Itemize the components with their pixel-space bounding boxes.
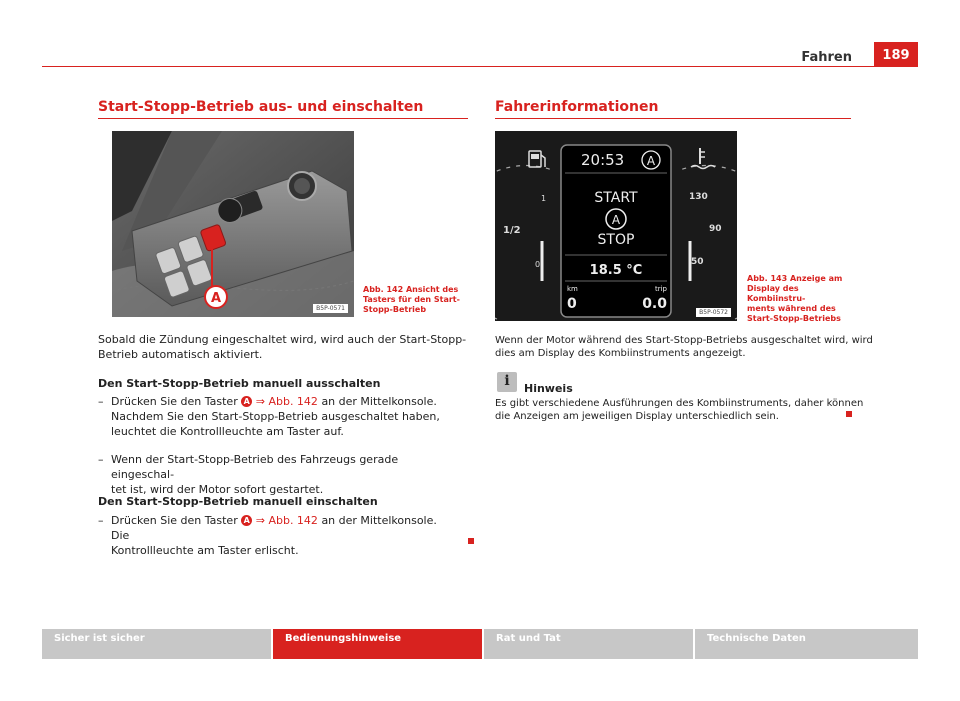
list-item: – Drücken Sie den Taster A ⇒ Abb. 142 an der Mittelkonsole. Die Kontrollleuchte am Taster erlischt.	[98, 514, 437, 557]
figure-callout-a: A	[210, 291, 222, 306]
figure-link[interactable]: ⇒ Abb. 142	[255, 514, 318, 527]
fuel-half-label: 1/2	[503, 225, 521, 236]
section-heading-left: Start-Stopp-Betrieb aus- und einschalten	[98, 99, 424, 115]
temp-130-label: 130	[689, 192, 708, 202]
page-number: 189	[874, 42, 918, 67]
display-km-label: km	[567, 285, 578, 293]
section-ausschalten-heading: Den Start-Stopp-Betrieb manuell ausschalten	[98, 377, 381, 390]
note-text: Es gibt verschiedene Ausführungen des Kombiinstruments, daher können die Anzeigen am jeweiligen Display unterschiedlich sein.	[495, 398, 864, 422]
display-mode-a: A	[646, 154, 656, 168]
display-start-stop-a: A	[611, 213, 621, 227]
list-item: – Drücken Sie den Taster A ⇒ Abb. 142 an der Mittelkonsole. Nachdem Sie den Start-Stopp-Betrieb ausgeschaltet haben, leuchtet die Kontrollleuchte am Taster auf.	[98, 395, 440, 438]
chapter-title: Fahren	[801, 50, 852, 65]
note-title: Hinweis	[524, 382, 573, 395]
section-einschalten-heading: Den Start-Stopp-Betrieb manuell einschalten	[98, 495, 378, 508]
display-time: 20:53	[581, 151, 625, 169]
intro-paragraph: Sobald die Zündung eingeschaltet wird, wird auch der Start-Stopp- Betrieb automatisch aktiviert.	[98, 333, 467, 361]
temp-50-label: 50	[691, 257, 704, 267]
display-start-label: START	[594, 190, 638, 206]
heading-rule-left	[98, 118, 468, 119]
console-buttons-illustration	[112, 131, 354, 317]
figure-143-caption: Abb. 143 Anzeige am Display des Kombiinstru- ments während des Start-Stopp-Betriebs	[747, 274, 843, 323]
footer-tab-rat-und-tat[interactable]: Rat und Tat	[484, 629, 693, 659]
figure-143-photo	[495, 131, 737, 321]
instrument-cluster-illustration	[495, 131, 737, 321]
fuel-full-label: 1	[541, 194, 547, 203]
list-item: – Wenn der Start-Stopp-Betrieb des Fahrzeugs gerade eingeschal- tet ist, wird der Motor sofort gestartet.	[98, 453, 399, 496]
display-stop-label: STOP	[597, 232, 635, 248]
section-end-marker	[846, 411, 852, 417]
badge-a: A	[241, 396, 252, 407]
footer-tab-technische-daten[interactable]: Technische Daten	[695, 629, 918, 659]
figure-link[interactable]: ⇒ Abb. 142	[255, 395, 318, 408]
display-trip-label: trip	[654, 285, 667, 293]
display-trip-value: 0.0	[642, 296, 667, 312]
badge-a: A	[241, 515, 252, 526]
footer-tab-sicher-ist-sicher[interactable]: Sicher ist sicher	[42, 629, 271, 659]
figure-142-code: B5P-0571	[313, 304, 348, 313]
footer-tab-bedienungshinweise[interactable]: Bedienungshinweise	[273, 629, 482, 659]
display-km-value: 0	[567, 296, 577, 312]
section-heading-right: Fahrerinformationen	[495, 99, 659, 115]
temp-90-label: 90	[709, 224, 722, 234]
driver-info-paragraph: Wenn der Motor während des Start-Stopp-Betriebs ausgeschaltet wird, wird dies am Display des Kombiinstruments angezeigt.	[495, 335, 873, 359]
figure-142-caption: Abb. 142 Ansicht des Tasters für den Start- Stopp-Betrieb	[363, 285, 460, 314]
display-temperature: 18.5 °C	[589, 263, 643, 278]
heading-rule-right	[495, 118, 851, 119]
figure-143-code: B5P-0572	[696, 308, 731, 317]
header-rule	[42, 66, 918, 67]
section-end-marker	[468, 538, 474, 544]
fuel-empty-label: 0	[535, 260, 541, 269]
figure-142-photo	[112, 131, 354, 317]
info-icon: i	[497, 372, 517, 392]
